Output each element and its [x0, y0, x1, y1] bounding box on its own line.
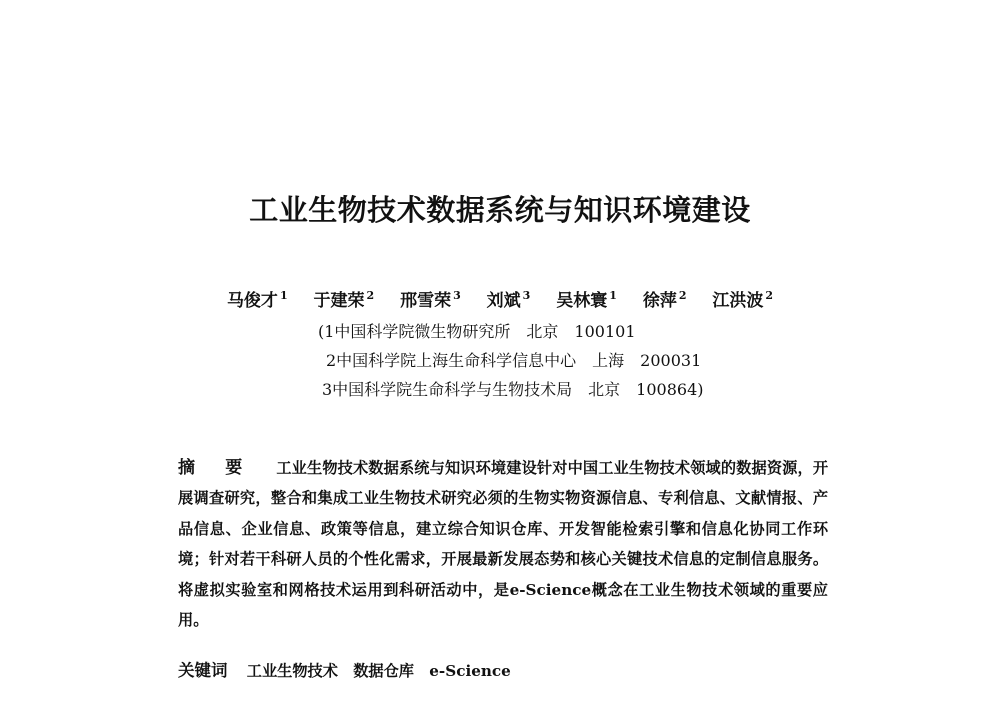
- author-name: 吴林寰: [556, 291, 608, 311]
- author: [643, 282, 687, 315]
- author-affiliation-mark: 1: [609, 289, 617, 302]
- author: [556, 282, 617, 315]
- author-affiliation-mark: 3: [453, 289, 461, 302]
- keyword-item: 数据仓库: [353, 662, 414, 680]
- author-affiliation-mark: 2: [366, 289, 375, 302]
- author-name: 徐萍: [642, 291, 677, 311]
- author: [400, 282, 461, 315]
- abstract-section: [178, 453, 828, 635]
- author-affiliation-mark: 2: [678, 289, 687, 302]
- affiliation-line: 3中国科学院生命科学与生物技术局 北京 100864): [322, 380, 704, 399]
- keywords-section: [178, 657, 828, 685]
- abstract-label: 摘 要: [178, 458, 255, 478]
- paper-title: 工业生物技术数据系统与知识环境建设: [249, 193, 751, 227]
- keywords-label: 关键词: [178, 661, 228, 680]
- author-name: 邢雪荣: [400, 291, 452, 311]
- author-affiliation-mark: 3: [522, 289, 531, 302]
- affiliation-block: [318, 317, 838, 404]
- author-name: 江洪波: [712, 291, 764, 311]
- author-name: 于建荣: [313, 291, 365, 311]
- keyword-item: 工业生物技术: [246, 662, 338, 680]
- author-affiliation-mark: 1: [279, 289, 288, 302]
- author-list: [0, 282, 1000, 315]
- author-name: 刘斌: [486, 291, 521, 311]
- author: [314, 282, 375, 315]
- keyword-item: e-Science: [429, 662, 511, 680]
- author: [712, 282, 773, 315]
- author: [227, 282, 288, 315]
- author-affiliation-mark: 2: [765, 289, 774, 302]
- abstract-text: 工业生物技术数据系统与知识环境建设针对中国工业生物技术领域的数据资源，开展调查研究，整合和集成工业生物技术研究必须的生物实物资源信息、专利信息、文献情报、产品信息、企业信息、政策等信息，建立综合知识仓库、开发智能检索引擎和信息化协同工作环境；针对若干科研人员的个性化需求，开展最新发展态势和核心关键技术信息的定制信息服务。将虚拟实验室和网格技术运用到科研活动中，是e-Science概念在工业生物技术领域的重要应用。: [178, 459, 829, 630]
- affiliation-line: 2中国科学院上海生命科学信息中心 上海 200031: [326, 351, 702, 370]
- author: [487, 282, 531, 315]
- author-name: 马俊才: [226, 291, 278, 311]
- affiliation-line: (1中国科学院微生物研究所 北京 100101: [318, 322, 636, 341]
